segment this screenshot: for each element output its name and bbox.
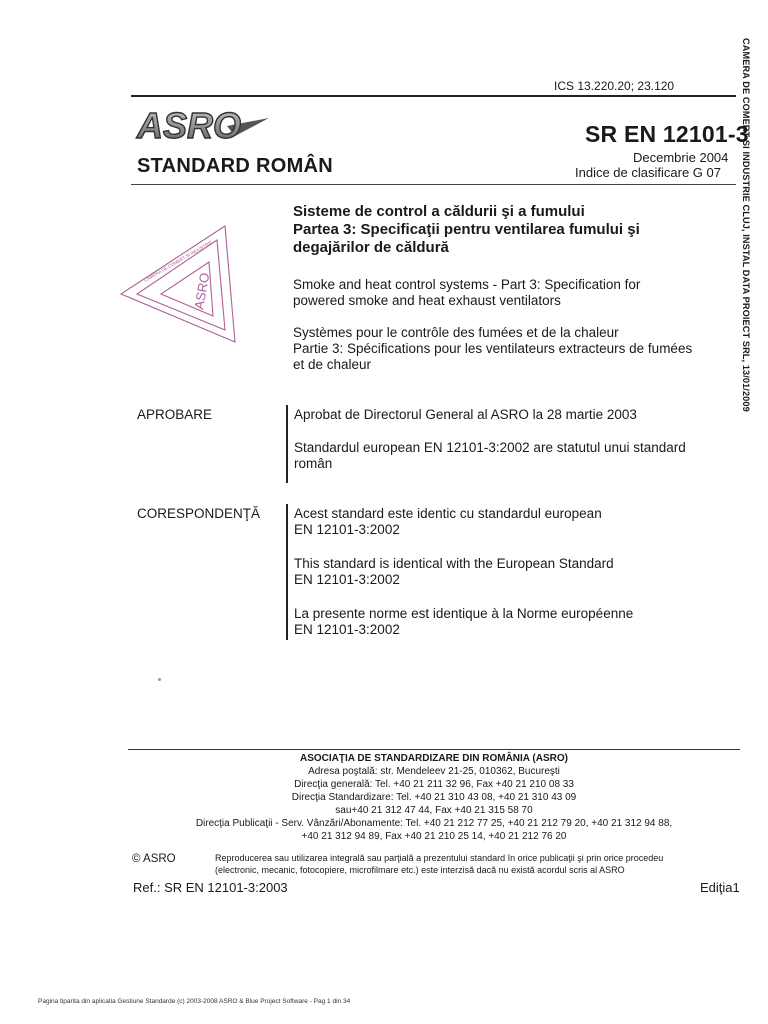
side-stamp [737, 38, 751, 428]
corespondenta-line: Acest standard este identic cu standardul european [294, 506, 602, 521]
triangle-stamp [117, 222, 237, 346]
copyright: © ASRO [132, 853, 176, 865]
fr-title-line: Partie 3: Spécifications pour les ventilateurs extracteurs de fumées [293, 341, 693, 356]
corespondenta-line: EN 12101-3:2002 [294, 522, 400, 537]
stamp-ring-text: CAMERA DE COMERT SI INDUSTRIE [143, 239, 214, 283]
side-stamp-text: CAMERA DE COMERT SI INDUSTRIE CLUJ, INSTAL DATA PROIECT SRL, 13/01/2009 [741, 38, 751, 412]
publication-date: Decembrie 2004 [633, 150, 729, 165]
footer-org: ASOCIAŢIA DE STANDARDIZARE DIN ROMÂNIA (ASRO) [300, 753, 568, 764]
standard-label: STANDARD ROMÂN [137, 155, 334, 177]
ro-title-line: degajărilor de căldură [293, 239, 449, 256]
logo-text: ASRO [137, 105, 242, 146]
corespondenta-bar [286, 504, 288, 640]
top-divider [131, 95, 736, 97]
corespondenta-line: EN 12101-3:2002 [294, 622, 400, 637]
corespondenta-ro [294, 506, 734, 538]
aprobare-bar [286, 405, 288, 483]
footer-divider [128, 749, 740, 750]
fr-title-line: et de chaleur [293, 357, 372, 372]
aprobare-status [294, 440, 734, 472]
fr-title-line: Systèmes pour le contrôle des fumées et de la chaleur [293, 325, 619, 340]
aprobare-status-line: Standardul european EN 12101-3:2002 are statutul unui standard [294, 440, 686, 455]
ics-code: ICS 13.220.20; 23.120 [554, 79, 675, 93]
corespondenta-line: EN 12101-3:2002 [294, 572, 400, 587]
corespondenta-fr [294, 606, 734, 638]
footer-contact [128, 752, 740, 843]
stamp-center: ASRO [191, 271, 213, 311]
asro-logo [135, 104, 271, 156]
header-divider [131, 184, 736, 185]
print-note: Pagina tiparita din aplicatia Gestiune Standarde (c) 2003-2008 ASRO & Blue Project Software - Pag 1 din 34 [38, 998, 351, 1005]
corespondenta-line: La presente norme est identique à la Norme européenne [294, 606, 634, 621]
en-title-line: Smoke and heat control systems - Part 3: Specification for [293, 277, 641, 292]
notice-line: (electronic, mecanic, fotocopiere, microfilmare etc.) este interzisă dacă nu există acordul scris al ASRO [215, 865, 625, 875]
reference: Ref.: SR EN 12101-3:2003 [133, 880, 288, 895]
reproduction-notice [215, 852, 735, 876]
footer-line: Direcţia Publicaţii - Serv. Vânzări/Abonamente: Tel. +40 21 212 77 25, +40 21 212 79 20, +40 21 312 94 88, [195, 818, 673, 829]
aprobare-text: Aprobat de Directorul General al ASRO la 28 martie 2003 [294, 407, 637, 422]
corespondenta-label: CORESPONDENŢĂ [137, 506, 261, 521]
footer-line: +40 21 312 94 89, Fax +40 21 210 25 14, +40 21 212 76 20 [301, 831, 567, 842]
english-title [293, 277, 733, 309]
ro-title-line: Sisteme de control a căldurii şi a fumului [293, 203, 585, 220]
en-title-line: powered smoke and heat exhaust ventilators [293, 293, 561, 308]
corespondenta-en [294, 556, 734, 588]
french-title [293, 325, 733, 373]
edition: Ediţia1 [700, 880, 740, 895]
standard-number: SR EN 12101-3 [585, 121, 749, 147]
corespondenta-line: This standard is identical with the European Standard [294, 556, 614, 571]
classification-index: Indice de clasificare G 07 [575, 165, 721, 180]
scan-speck [158, 678, 161, 681]
aprobare-status-line: român [294, 456, 333, 471]
notice-line: Reproducerea sau utilizarea integrală sau parţială a prezentului standard în orice publicaţii şi prin orice procedeu [215, 853, 664, 863]
romanian-title [293, 203, 733, 257]
footer-line: Direcţia Standardizare: Tel. +40 21 310 43 08, +40 21 310 43 09 [291, 792, 577, 803]
footer-line: Direcţia generală: Tel. +40 21 211 32 96, Fax +40 21 210 08 33 [294, 779, 574, 790]
aprobare-label: APROBARE [137, 407, 213, 422]
footer-line: Adresa poştală: str. Mendeleev 21-25, 010362, Bucureşti [308, 766, 560, 777]
ro-title-line: Partea 3: Specificaţii pentru ventilarea fumului şi [293, 221, 640, 238]
footer-line: sau+40 21 312 47 44, Fax +40 21 315 58 70 [335, 805, 533, 816]
